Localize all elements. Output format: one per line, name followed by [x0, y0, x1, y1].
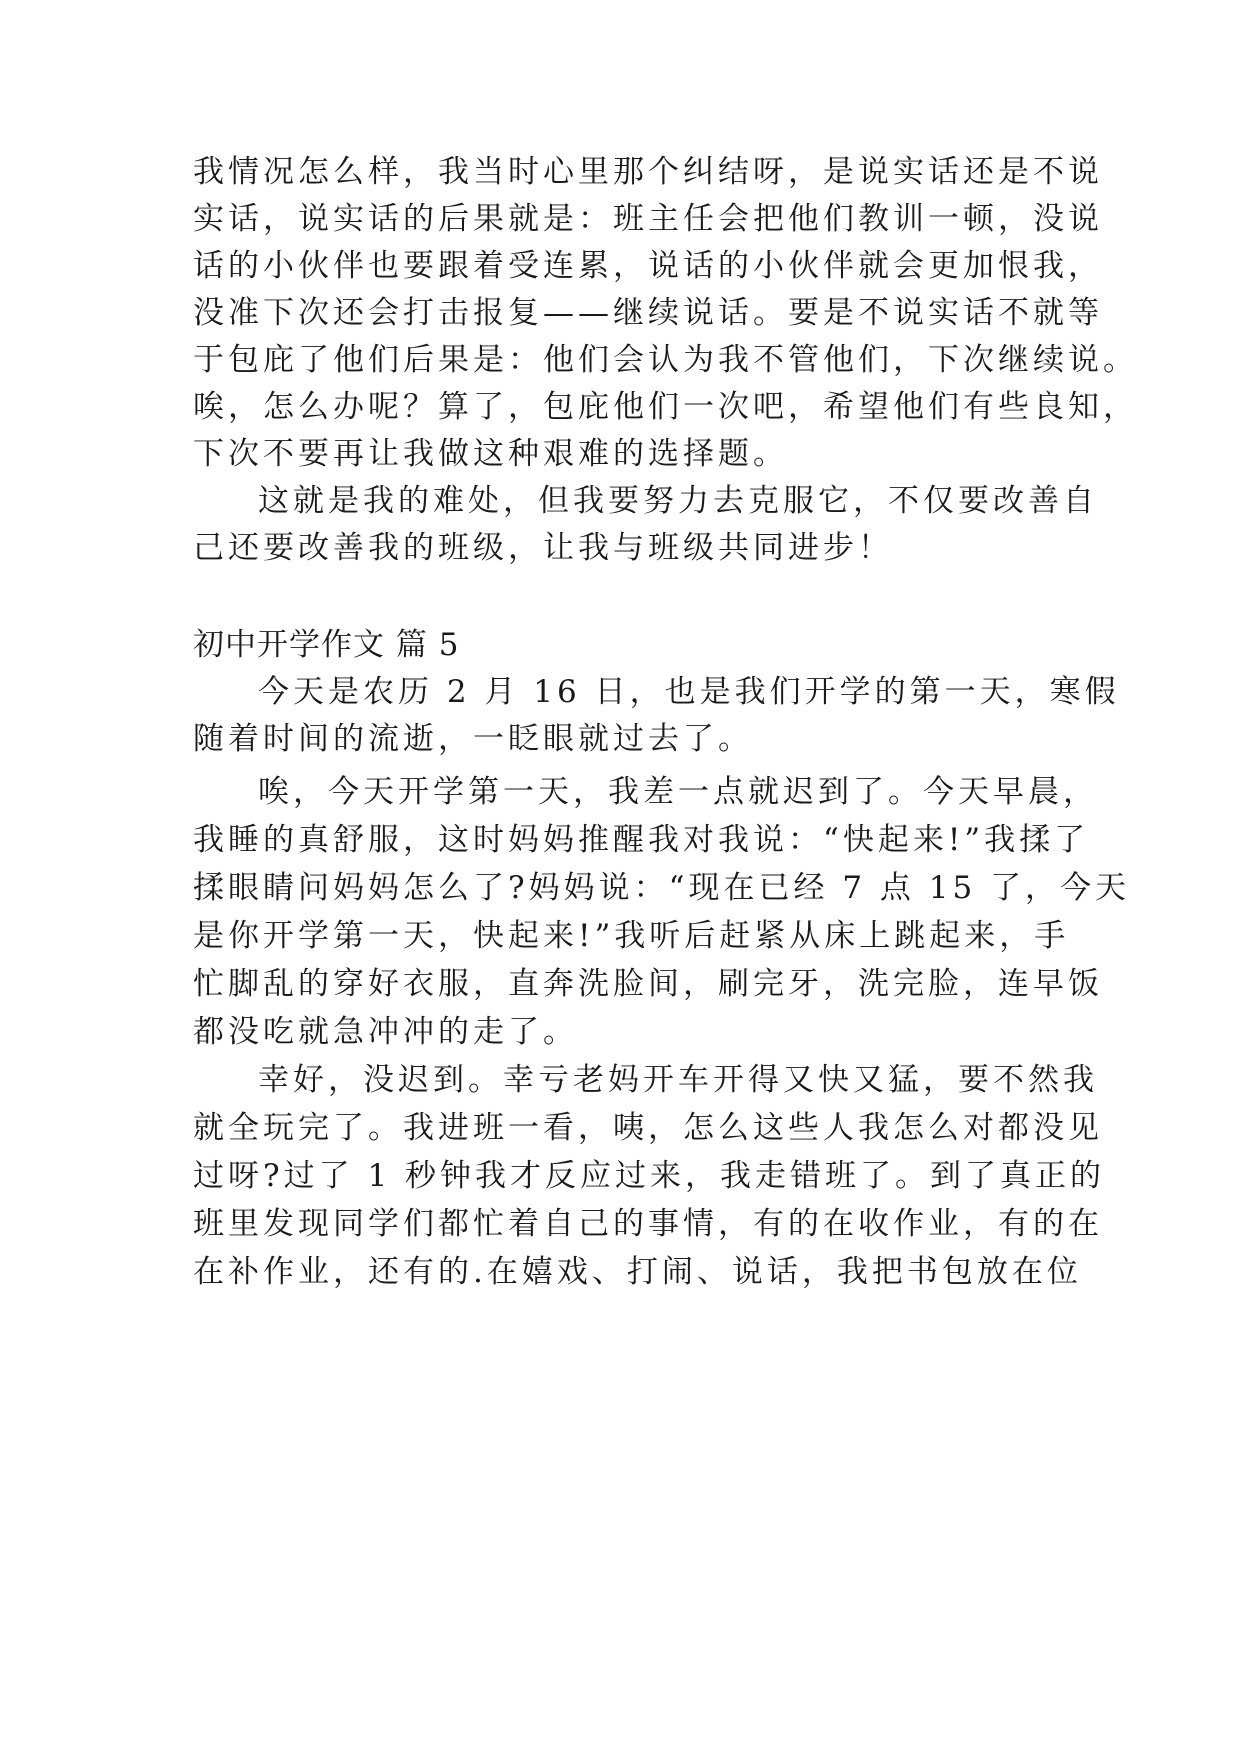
text-line: 这就是我的难处，但我要努力去克服它，不仅要改善自: [258, 483, 1098, 519]
text-line: 下次不要再让我做这种艰难的选择题。: [193, 436, 788, 472]
text-line: 班里发现同学们都忙着自己的事情，有的在收作业，有的在: [193, 1206, 1103, 1242]
text-line: 于包庇了他们后果是：他们会认为我不管他们，下次继续说。: [193, 342, 1138, 378]
text-line: 话的小伙伴也要跟着受连累，说话的小伙伴就会更加恨我，: [193, 248, 1103, 284]
text-line: 过呀?过了 1 秒钟我才反应过来，我走错班了。到了真正的: [193, 1158, 1106, 1194]
text-line: 揉眼睛问妈妈怎么了?妈妈说：“现在已经 7 点 15 了，今天: [193, 870, 1131, 906]
text-line: 随着时间的流逝，一眨眼就过去了。: [193, 721, 753, 757]
text-line: 我睡的真舒服，这时妈妈推醒我对我说：“快起来!”我揉了: [193, 822, 1090, 858]
essay-title: 初中开学作文 篇 5: [193, 627, 460, 663]
text-line: 己还要改善我的班级，让我与班级共同进步！: [193, 530, 893, 566]
text-line: 是你开学第一天，快起来!”我听后赶紧从床上跳起来，手: [193, 918, 1070, 954]
text-line: 幸好，没迟到。幸亏老妈开车开得又快又猛，要不然我: [258, 1062, 1098, 1098]
text-line: 实话，说实话的后果就是：班主任会把他们教训一顿，没说: [193, 201, 1103, 237]
text-line: 没准下次还会打击报复——继续说话。要是不说实话不就等: [193, 295, 1103, 331]
text-line: 我情况怎么样，我当时心里那个纠结呀，是说实话还是不说: [193, 154, 1103, 190]
text-line: 都没吃就急冲冲的走了。: [193, 1014, 578, 1050]
text-line: 忙脚乱的穿好衣服，直奔洗脸间，刷完牙，洗完脸，连早饭: [193, 966, 1103, 1002]
text-line: 就全玩完了。我进班一看，咦，怎么这些人我怎么对都没见: [193, 1110, 1103, 1146]
text-line: 今天是农历 2 月 16 日，也是我们开学的第一天，寒假: [258, 674, 1120, 710]
text-line: 唉，怎么办呢？算了，包庇他们一次吧，希望他们有些良知，: [193, 389, 1138, 425]
text-line: 唉，今天开学第一天，我差一点就迟到了。今天早晨，: [258, 774, 1098, 810]
text-line: 在补作业，还有的.在嬉戏、打闹、说话，我把书包放在位: [193, 1254, 1082, 1290]
